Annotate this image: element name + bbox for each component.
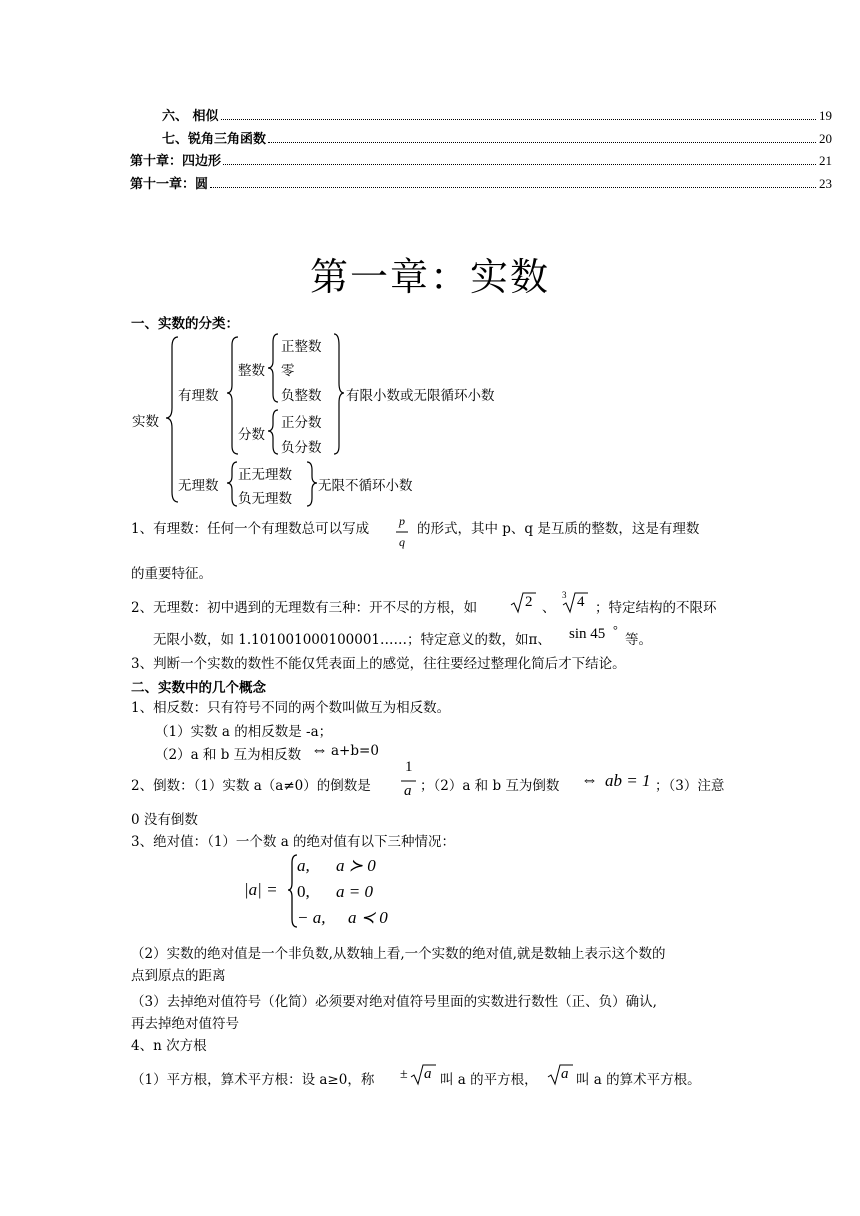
iff-icon-2: ⇔	[581, 770, 598, 789]
irrational-def-b: ；特定结构的不限环	[595, 600, 717, 616]
toc-entry-label: 第十章：四边形	[130, 154, 222, 169]
abs-note-2b: 点到原点的距离	[131, 968, 226, 984]
tree-zero: 零	[281, 363, 295, 379]
toc-page-number: 19	[819, 108, 832, 123]
sqrt-a-radicand-2: a	[561, 1066, 569, 1082]
tree-positive-fraction: 正分数	[281, 415, 322, 431]
toc-entry-label: 七、锐角三角函数	[162, 132, 267, 147]
abs-note-3a: （3）去掉绝对值符号（化简）必须要对绝对值符号里面的实数进行数性（正、负）确认,	[131, 994, 657, 1010]
tree-rational-note: 有限小数或无限循环小数	[346, 388, 495, 404]
tree-root: 实数	[132, 414, 159, 430]
cbrt-4-radicand: 4	[577, 594, 585, 610]
root-heading: 4、n 次方根	[131, 1038, 207, 1054]
opposite-def: 1、相反数：只有符号不同的两个数叫做互为相反数。	[131, 700, 451, 716]
chapter-title: 第一章：实数	[309, 255, 550, 299]
rational-def-b: 的形式，其中 p、q 是互质的整数，这是有理数	[417, 521, 700, 537]
toc-page-number: 20	[819, 131, 832, 146]
tree-positive-irrational: 正无理数	[238, 467, 292, 483]
tree-braces	[0, 0, 860, 520]
abs-case3: − a,	[297, 908, 326, 927]
sqrt-a-radicand: a	[424, 1066, 432, 1082]
abs-case2: 0,	[297, 882, 310, 901]
abs-cond3: a ≺ 0	[348, 908, 388, 927]
root-c: 叫 a 的算术平方根。	[576, 1072, 701, 1088]
abs-lhs: |a| =	[244, 880, 278, 899]
reciprocal-d: ；（3）注意	[655, 778, 725, 794]
opposite-item-2b: a+b=0	[331, 743, 379, 759]
rational-def-c: 的重要特征。	[131, 566, 212, 582]
toc-page-number: 23	[819, 176, 832, 191]
tree-irrational: 无理数	[178, 478, 219, 494]
abs-def: 3、绝对值：（1）一个数 a 的绝对值有以下三种情况：	[131, 834, 456, 850]
root-b: 叫 a 的平方根，	[440, 1072, 538, 1088]
fraction-p: p	[399, 514, 405, 528]
tree-negative-irrational: 负无理数	[238, 491, 292, 507]
rational-def-a: 1、有理数：任何一个有理数总可以写成	[131, 521, 370, 537]
root-a: （1）平方根，算术平方根：设 a≥0，称	[131, 1072, 375, 1088]
abs-cond2: a = 0	[336, 882, 373, 901]
abs-cond1: a ≻ 0	[336, 856, 376, 875]
p3: 3、判断一个实数的数性不能仅凭表面上的感觉，往往要经过整理化简后才下结论。	[131, 656, 626, 672]
reciprocal-num: 1	[405, 759, 413, 775]
fraction-bar	[396, 531, 416, 533]
section-heading-concepts: 二、实数中的几个概念	[131, 680, 266, 696]
reciprocal-eq: ab = 1	[605, 771, 651, 790]
tree-rational: 有理数	[178, 388, 219, 404]
irrational-def-d: 等。	[625, 632, 652, 648]
plus-minus: ±	[400, 1067, 408, 1082]
toc-entry-label: 六、 相似	[162, 109, 219, 124]
degree: °	[613, 623, 618, 637]
reciprocal-e: 0 没有倒数	[131, 812, 198, 828]
tree-fraction: 分数	[238, 427, 265, 443]
sin45: sin 45	[569, 626, 606, 642]
fraction-q: q	[399, 535, 405, 549]
reciprocal-a: 2、倒数：（1）实数 a（a≠0）的倒数是	[131, 778, 371, 794]
cbrt-index: 3	[562, 590, 567, 600]
section-heading-classification: 一、实数的分类：	[131, 316, 239, 332]
opposite-item-2a: （2）a 和 b 互为相反数	[155, 747, 302, 763]
tree-positive-integer: 正整数	[281, 339, 322, 355]
toc-entry-label: 第十一章：圆	[130, 177, 209, 192]
tree-irrational-note: 无限不循环小数	[318, 478, 413, 494]
tree-integer: 整数	[238, 363, 265, 379]
separator: 、	[542, 600, 556, 616]
abs-case1: a,	[297, 856, 310, 875]
irrational-def-a: 2、无理数：初中遇到的无理数有三种：开不尽的方根，如	[131, 600, 478, 616]
reciprocal-den: a	[404, 783, 412, 799]
sqrt-2-radicand: 2	[525, 594, 533, 610]
irrational-def-c: 无限小数，如 1.101001000100001……；特定意义的数，如π、	[153, 632, 551, 648]
iff-icon: ⇔	[311, 740, 328, 759]
tree-negative-fraction: 负分数	[281, 440, 322, 456]
abs-note-3b: 再去掉绝对值符号	[131, 1016, 239, 1032]
toc-page-number: 21	[819, 153, 832, 168]
tree-negative-integer: 负整数	[281, 388, 322, 404]
opposite-item-1: （1）实数 a 的相反数是 -a；	[155, 724, 333, 740]
abs-note-2a: （2）实数的绝对值是一个非负数,从数轴上看,一个实数的绝对值,就是数轴上表示这个数的	[131, 946, 666, 962]
reciprocal-bar	[401, 780, 421, 782]
reciprocal-b: ；（2）a 和 b 互为倒数	[420, 778, 560, 794]
